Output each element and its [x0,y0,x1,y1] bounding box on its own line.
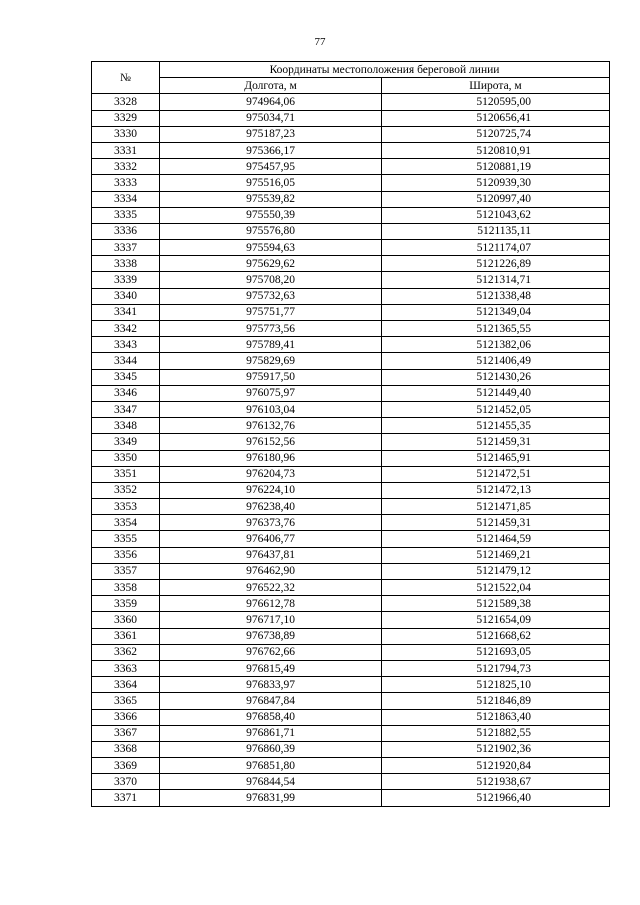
table-row [92,515,610,531]
cell-longitude: 976858,40 [160,709,382,725]
table-row [92,272,610,288]
table-row [92,677,610,693]
table-row [92,499,610,515]
table-row [92,175,610,191]
cell-latitude: 5121365,55 [382,321,610,337]
cell-number: 3363 [92,660,160,676]
cell-latitude: 5121794,73 [382,660,610,676]
table-row [92,596,610,612]
cell-latitude: 5121966,40 [382,790,610,806]
cell-latitude: 5120725,74 [382,126,610,142]
cell-longitude: 975366,17 [160,142,382,158]
table-row [92,110,610,126]
cell-number: 3331 [92,142,160,158]
cell-longitude: 976204,73 [160,466,382,482]
header-longitude: Долгота, м [160,78,382,94]
table-row [92,418,610,434]
table-row [92,434,610,450]
cell-longitude: 976180,96 [160,450,382,466]
cell-latitude: 5121430,26 [382,369,610,385]
cell-longitude: 976103,04 [160,401,382,417]
cell-latitude: 5120881,19 [382,159,610,175]
table-row [92,563,610,579]
table-row [92,304,610,320]
table-row [92,612,610,628]
cell-number: 3358 [92,580,160,596]
cell-latitude: 5121459,31 [382,515,610,531]
cell-longitude: 976462,90 [160,563,382,579]
cell-number: 3330 [92,126,160,142]
cell-latitude: 5121522,04 [382,580,610,596]
cell-latitude: 5121338,48 [382,288,610,304]
cell-longitude: 976224,10 [160,482,382,498]
table-row [92,321,610,337]
cell-number: 3328 [92,94,160,110]
cell-number: 3356 [92,547,160,563]
cell-latitude: 5120939,30 [382,175,610,191]
table-row [92,774,610,790]
cell-latitude: 5121472,51 [382,466,610,482]
table-row [92,482,610,498]
cell-longitude: 976522,32 [160,580,382,596]
cell-longitude: 975629,62 [160,256,382,272]
cell-number: 3360 [92,612,160,628]
cell-longitude: 976861,71 [160,725,382,741]
cell-number: 3344 [92,353,160,369]
table-header [92,62,610,94]
cell-longitude: 975708,20 [160,272,382,288]
cell-latitude: 5121135,11 [382,223,610,239]
cell-latitude: 5121882,55 [382,725,610,741]
cell-latitude: 5121043,62 [382,207,610,223]
cell-latitude: 5121471,85 [382,499,610,515]
table-row [92,288,610,304]
cell-number: 3334 [92,191,160,207]
cell-longitude: 975829,69 [160,353,382,369]
cell-latitude: 5121589,38 [382,596,610,612]
cell-longitude: 975751,77 [160,304,382,320]
table-row [92,385,610,401]
cell-number: 3361 [92,628,160,644]
table-row [92,256,610,272]
cell-latitude: 5121452,05 [382,401,610,417]
cell-longitude: 976373,76 [160,515,382,531]
cell-number: 3345 [92,369,160,385]
cell-longitude: 975732,63 [160,288,382,304]
cell-longitude: 976132,76 [160,418,382,434]
cell-longitude: 976833,97 [160,677,382,693]
table-row [92,466,610,482]
cell-latitude: 5121479,12 [382,563,610,579]
cell-latitude: 5121825,10 [382,677,610,693]
cell-latitude: 5121465,91 [382,450,610,466]
table-row [92,223,610,239]
cell-latitude: 5121459,31 [382,434,610,450]
cell-number: 3369 [92,758,160,774]
table-row [92,644,610,660]
cell-longitude: 975576,80 [160,223,382,239]
cell-longitude: 976847,84 [160,693,382,709]
table-row [92,353,610,369]
table-row [92,450,610,466]
table-body [92,94,610,806]
table-row [92,94,610,110]
table-row [92,741,610,757]
cell-latitude: 5121406,49 [382,353,610,369]
cell-latitude: 5121464,59 [382,531,610,547]
cell-longitude: 974964,06 [160,94,382,110]
cell-number: 3337 [92,240,160,256]
cell-latitude: 5120810,91 [382,142,610,158]
table-row [92,790,610,806]
table-row [92,126,610,142]
cell-latitude: 5121349,04 [382,304,610,320]
cell-number: 3333 [92,175,160,191]
table-row [92,547,610,563]
cell-longitude: 976851,80 [160,758,382,774]
cell-latitude: 5120656,41 [382,110,610,126]
cell-number: 3349 [92,434,160,450]
cell-number: 3336 [92,223,160,239]
table-row [92,660,610,676]
cell-longitude: 976844,54 [160,774,382,790]
table-row [92,369,610,385]
page-number: 77 [314,36,326,48]
cell-latitude: 5121472,13 [382,482,610,498]
cell-latitude: 5121863,40 [382,709,610,725]
table-row [92,531,610,547]
header-coordinates-group: Координаты местоположения береговой линии [160,62,610,78]
table-row [92,191,610,207]
cell-longitude: 975594,63 [160,240,382,256]
cell-number: 3371 [92,790,160,806]
cell-longitude: 975773,56 [160,321,382,337]
coordinates-table [91,61,610,807]
table-row [92,337,610,353]
cell-latitude: 5121469,21 [382,547,610,563]
table-row [92,580,610,596]
cell-number: 3368 [92,741,160,757]
table-row [92,142,610,158]
cell-longitude: 976831,99 [160,790,382,806]
cell-longitude: 975539,82 [160,191,382,207]
cell-latitude: 5121314,71 [382,272,610,288]
cell-longitude: 975516,05 [160,175,382,191]
cell-number: 3350 [92,450,160,466]
cell-number: 3367 [92,725,160,741]
cell-number: 3341 [92,304,160,320]
cell-latitude: 5121226,89 [382,256,610,272]
cell-latitude: 5121693,05 [382,644,610,660]
cell-number: 3359 [92,596,160,612]
cell-longitude: 975789,41 [160,337,382,353]
cell-longitude: 976075,97 [160,385,382,401]
cell-latitude: 5121668,62 [382,628,610,644]
cell-longitude: 976815,49 [160,660,382,676]
header-number: № [92,62,160,94]
header-latitude: Широта, м [382,78,610,94]
table-row [92,693,610,709]
cell-longitude: 976612,78 [160,596,382,612]
cell-number: 3348 [92,418,160,434]
cell-number: 3332 [92,159,160,175]
cell-longitude: 975457,95 [160,159,382,175]
table-row [92,159,610,175]
table-row [92,401,610,417]
cell-number: 3346 [92,385,160,401]
cell-latitude: 5121846,89 [382,693,610,709]
cell-longitude: 976738,89 [160,628,382,644]
cell-latitude: 5121174,07 [382,240,610,256]
cell-number: 3353 [92,499,160,515]
table-row [92,207,610,223]
cell-latitude: 5121455,35 [382,418,610,434]
cell-latitude: 5121654,09 [382,612,610,628]
cell-longitude: 976152,56 [160,434,382,450]
cell-number: 3362 [92,644,160,660]
cell-number: 3352 [92,482,160,498]
cell-longitude: 976860,39 [160,741,382,757]
cell-longitude: 976406,77 [160,531,382,547]
cell-number: 3355 [92,531,160,547]
cell-number: 3365 [92,693,160,709]
cell-latitude: 5120997,40 [382,191,610,207]
cell-longitude: 976717,10 [160,612,382,628]
cell-longitude: 976238,40 [160,499,382,515]
cell-number: 3342 [92,321,160,337]
cell-number: 3364 [92,677,160,693]
cell-number: 3366 [92,709,160,725]
table-row [92,240,610,256]
table-row [92,758,610,774]
cell-number: 3340 [92,288,160,304]
cell-longitude: 975187,23 [160,126,382,142]
table-row [92,709,610,725]
cell-number: 3354 [92,515,160,531]
cell-number: 3347 [92,401,160,417]
cell-latitude: 5121382,06 [382,337,610,353]
cell-number: 3370 [92,774,160,790]
table-row [92,628,610,644]
cell-number: 3357 [92,563,160,579]
cell-number: 3338 [92,256,160,272]
cell-latitude: 5121902,36 [382,741,610,757]
cell-number: 3339 [92,272,160,288]
cell-longitude: 976437,81 [160,547,382,563]
table-row [92,725,610,741]
cell-longitude: 975917,50 [160,369,382,385]
cell-latitude: 5121449,40 [382,385,610,401]
cell-longitude: 976762,66 [160,644,382,660]
cell-latitude: 5121938,67 [382,774,610,790]
cell-latitude: 5121920,84 [382,758,610,774]
cell-number: 3343 [92,337,160,353]
cell-longitude: 975034,71 [160,110,382,126]
cell-longitude: 975550,39 [160,207,382,223]
cell-number: 3329 [92,110,160,126]
cell-latitude: 5120595,00 [382,94,610,110]
cell-number: 3351 [92,466,160,482]
cell-number: 3335 [92,207,160,223]
